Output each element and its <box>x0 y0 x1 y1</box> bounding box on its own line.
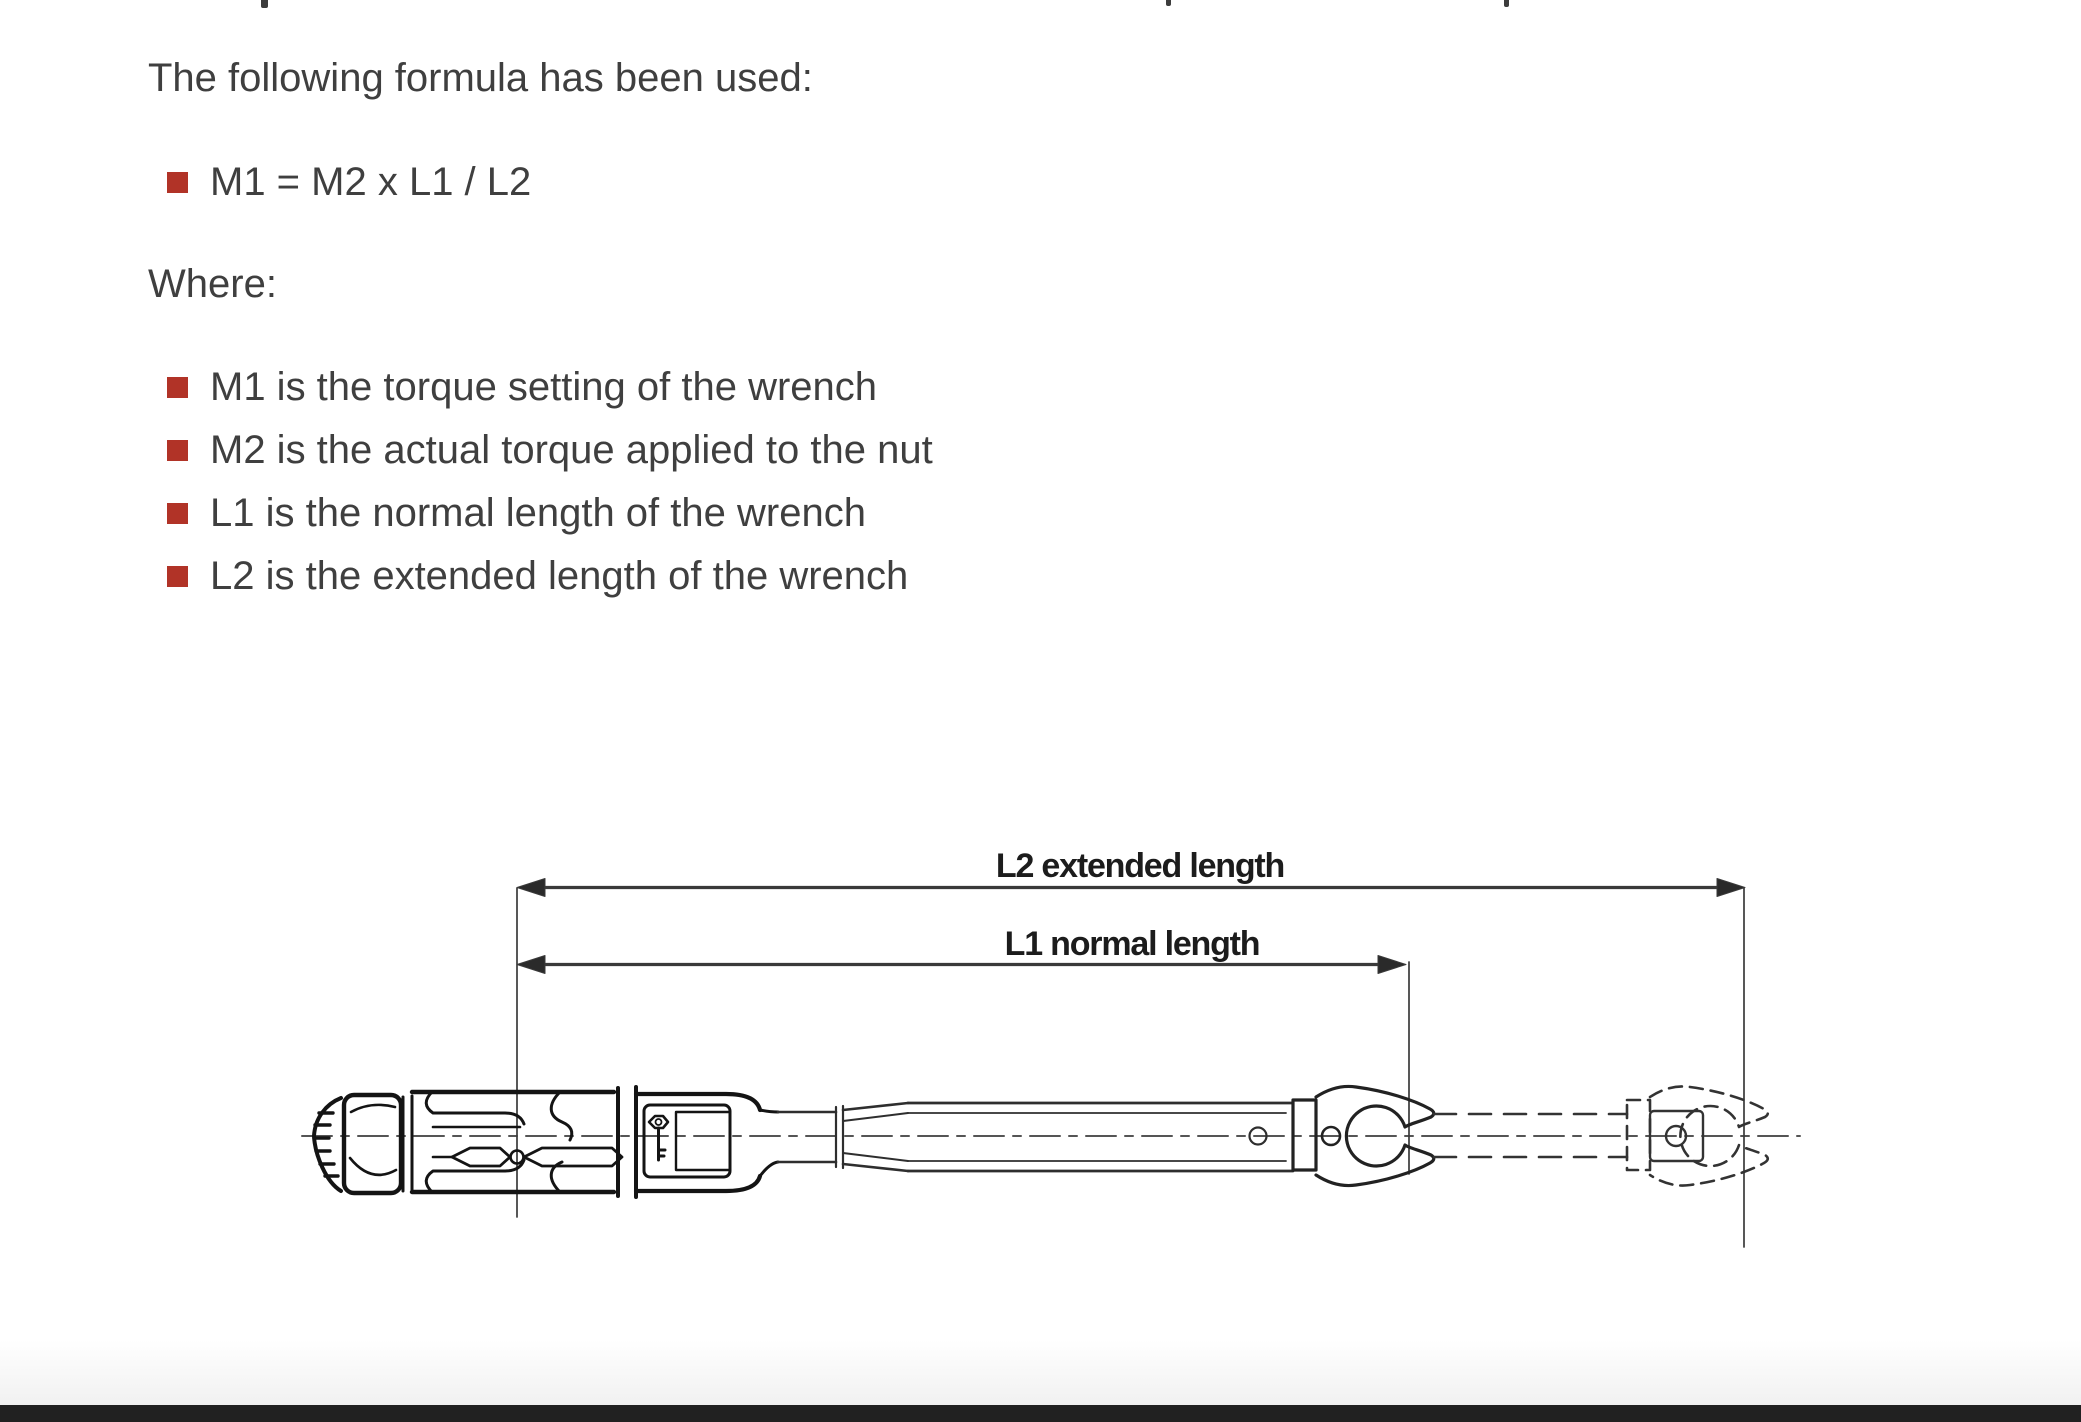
torque-wrench-diagram <box>280 830 1840 1260</box>
red-square-bullet-icon <box>167 377 188 398</box>
top-cropped-text-fragment <box>261 0 268 8</box>
list-item <box>167 545 933 608</box>
red-square-bullet-icon <box>167 503 188 524</box>
footer-bar <box>0 1405 2081 1422</box>
list-item <box>167 482 933 545</box>
where-label: Where: <box>148 262 277 306</box>
list-item <box>167 356 933 419</box>
red-square-bullet-icon <box>167 440 188 461</box>
definition-text: L1 is the normal length of the wrench <box>210 491 866 535</box>
dimension-label-l1: L1 normal length <box>1004 925 1260 963</box>
dimension-label-l2: L2 extended length <box>995 847 1285 885</box>
intro-paragraph: The following formula has been used: <box>148 56 813 100</box>
red-square-bullet-icon <box>167 566 188 587</box>
top-cropped-text-fragment <box>1166 0 1171 6</box>
formula-list-item <box>167 162 531 202</box>
wrench-handle <box>314 1087 778 1197</box>
formula-text: M1 = M2 x L1 / L2 <box>210 160 532 204</box>
definition-text: L2 is the extended length of the wrench <box>210 554 909 598</box>
top-cropped-text-fragment <box>1504 0 1509 7</box>
bottom-fade <box>0 1340 2081 1405</box>
list-item <box>167 419 933 482</box>
definitions-list <box>167 356 933 608</box>
l1-dimension <box>517 956 1409 1175</box>
definition-text: M1 is the torque setting of the wrench <box>210 365 878 409</box>
red-square-bullet-icon <box>167 172 188 193</box>
definition-text: M2 is the actual torque applied to the nut <box>210 428 933 472</box>
